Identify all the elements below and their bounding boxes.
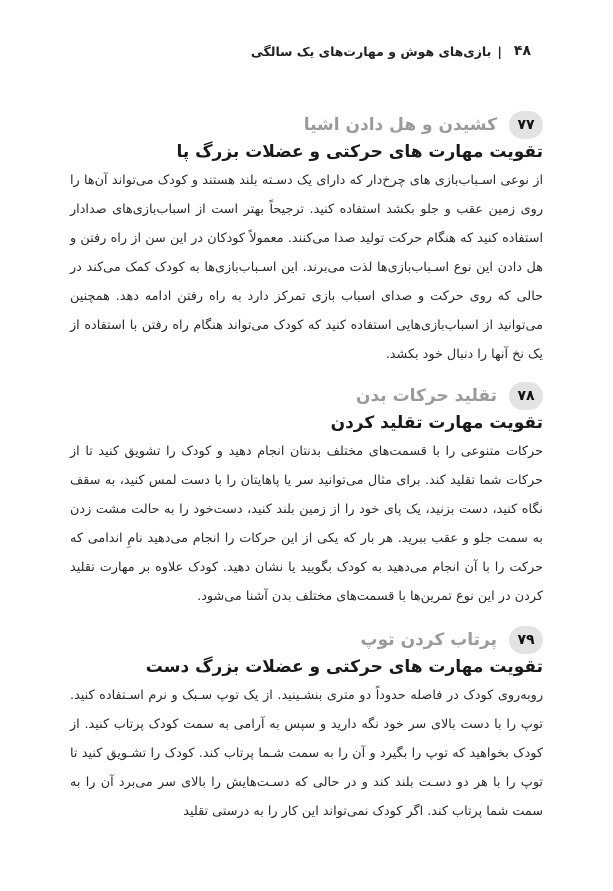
section-subtitle: تقویت مهارت های حرکتی و عضلات بزرگ دست <box>145 657 543 677</box>
header-separator: | <box>497 43 502 59</box>
section-heading <box>70 625 543 655</box>
section-heading <box>70 110 543 140</box>
section-number-badge: ۷۹ <box>509 626 543 654</box>
section-subtitle: تقویت مهارت تقلید کردن <box>330 413 543 433</box>
section-body: از نوعی اسـباب‌بازی های چرخ‌دار که دارای یک دسـته بلند هستند و کودک می‌تواند آن‌ها را روی زمین عقب و جلو بکشد استفاده کنید. ترجیحاً بهتر است از اسباب‌بازی‌های صدادار استفاده کنید که هنگام حرکت تولید صدا می‌کنند. معمولاً کودکان در این سن از راه رفتن و هل دادن این نوع اسـباب‌بازی‌ها لذت می‌برند. این اسـباب‌بازی‌ها به کودک کمک می‌کند در حالی که روی حرکت و صدای اسباب بازی تمرکز دارد به راه رفتن ادامه دهد. همچنین می‌توانید از اسباب‌بازی‌هایی استفاده کنید که کودک می‌تواند هنگام راه رفتن با استفاده از یک نخ آنها را دنبال خود بکشد. <box>70 173 543 362</box>
section-body: روبه‌روی کودک در فاصله حدوداً دو متری بنشـینید. از یک توپ سـبک و نرم اسـتفاده کنید. توپ را با دست بالای سر خود نگه دارید و سپس به آرامی به سمت کودک پرتاب کنید. از کودک بخواهید که توپ را بگیرد و آن را به سمت شـما پرتاب کند. کودک را تشـویق کنید تا توپ را با هر دو دسـت بلند کند و در حالی که دسـت‌هایش را بالای سر می‌برد آن را به سمت شما پرتاب کند. اگر کودک نمی‌تواند این کار را به درستی تقلید <box>70 688 543 819</box>
book-title: بازی‌های هوش و مهارت‌های یک سالگی <box>250 43 492 59</box>
section-number-badge: ۷۷ <box>509 111 543 139</box>
page-header <box>82 40 531 62</box>
section-78 <box>70 381 543 611</box>
section-title: تقلید حرکات بدن <box>355 386 497 406</box>
section-77 <box>70 110 543 369</box>
section-heading <box>70 381 543 411</box>
section-subtitle: تقویت مهارت های حرکتی و عضلات بزرگ پا <box>176 142 543 162</box>
section-body: حرکات متنوعی را با قسمت‌های مختلف بدنتان انجام دهید و کودک را تشویق کنید تا از حرکات شما تقلید کند. برای مثال می‌توانید سر یا پاهایتان را با دست لمس کنید، به سقف نگاه کنید، دست بزنید، یک پای خود را از زمین بلند کنید، دست‌خود را به حالت مشت زدن به سمت جلو و عقب ببرید. هر بار که یکی از این حرکات را انجام می‌دهید نامِ اندامی که حرکت را با آن انجام می‌دهید به کودک بگویید یا نشان دهید. کودک علاوه بر مهارت تقلید کردن در این نوع تمرین‌ها با قسمت‌های مختلف بدن آشنا می‌شود. <box>70 444 543 604</box>
section-79 <box>70 625 543 826</box>
section-number-badge: ۷۸ <box>509 382 543 410</box>
section-title: پرتاب کردن توپ <box>360 630 497 650</box>
section-title: کشیدن و هل دادن اشیا <box>303 115 497 135</box>
page-number: ۴۸ <box>513 43 531 59</box>
